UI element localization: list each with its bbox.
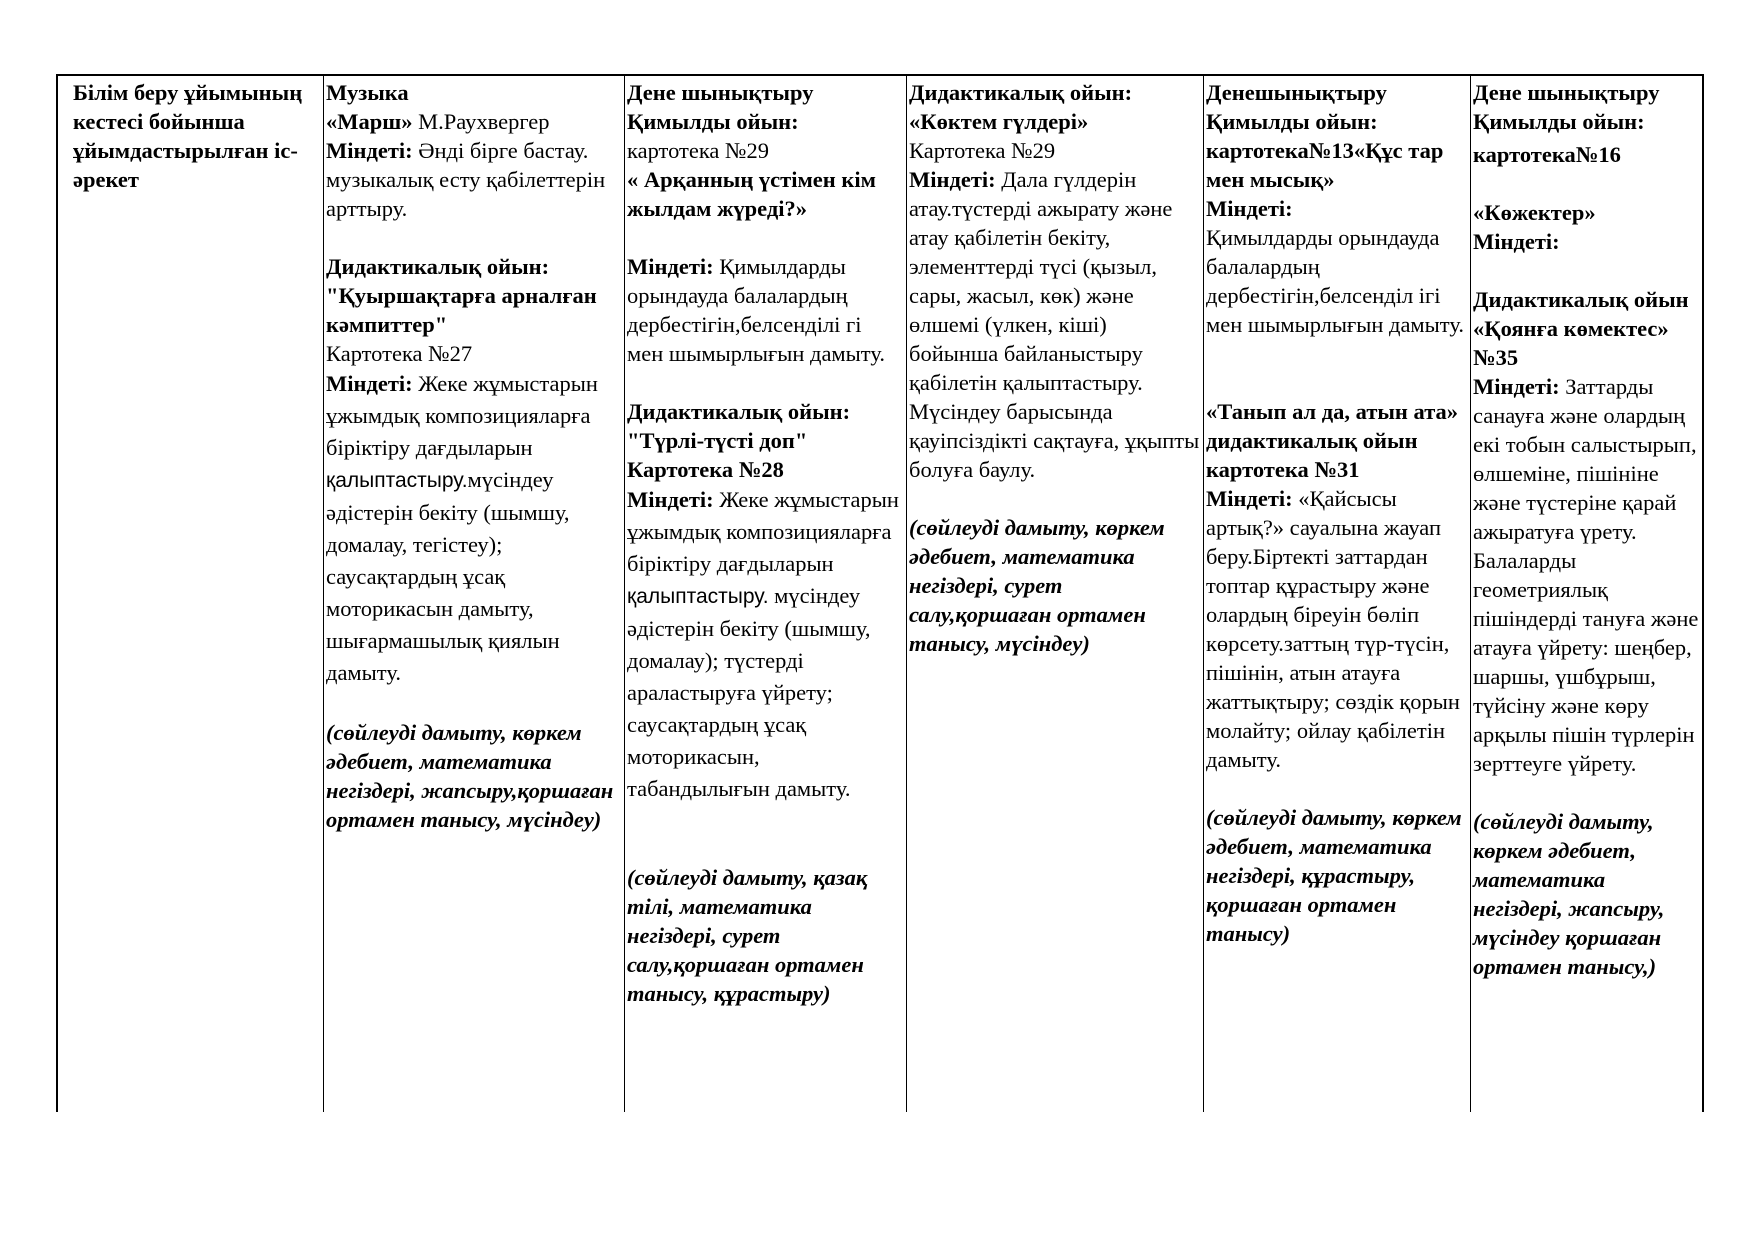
music-label: Музыка bbox=[326, 80, 409, 105]
task-text: Жеке жұмыстарын ұжымдық композицияларға біріктіру дағдыларын bbox=[627, 487, 899, 576]
task-label: Міндеті: bbox=[1206, 196, 1293, 221]
didactic-game-title: «Танып ал да, атын ата» дидактикалық ойын картотека №31 bbox=[1206, 399, 1459, 482]
pe-label: Дене шынықтыру bbox=[1473, 80, 1660, 105]
integration-note: (сөйлеуді дамыту, көркем әдебиет, математика негіздері, құрастыру, қоршаған ортамен танысу) bbox=[1206, 805, 1462, 946]
row-header-title: Білім беру ұйымының кестесі бойынша ұйымдастырылған іс-әрекет bbox=[73, 80, 303, 192]
march-author: М.Раухвергер bbox=[412, 109, 550, 134]
movement-game-label: Қимылды ойын: bbox=[1473, 109, 1645, 134]
task-text: мүсіндеу әдістерін бекіту (шымшу, домалау); түстерді араластыруға үйрету; саусақтардың ұсақ моторикасын, табандылығын дамыту. bbox=[627, 583, 871, 801]
wednesday-cell bbox=[906, 74, 1203, 1112]
integration-note: (сөйлеуді дамыту, көркем әдебиет, математика негіздері, жапсыру,қоршаған ортамен танысу, мүсіндеу) bbox=[326, 720, 614, 832]
march-title: «Марш» bbox=[326, 109, 413, 134]
task-label: Міндеті: bbox=[627, 254, 714, 279]
card-number: Картотека №29 bbox=[909, 138, 1056, 163]
task-label: Міндеті: bbox=[326, 138, 413, 163]
card-number: Картотека №27 bbox=[326, 341, 473, 366]
task-label: Міндеті: bbox=[326, 371, 413, 396]
task-text: Әнді бірге бастау. музыкалық есту қабілеттерін арттыру. bbox=[326, 138, 606, 221]
didactic-game-title: Дидактикалық ойын: "Қуыршақтарға арналған кәмпиттер" bbox=[326, 254, 597, 337]
integration-note: (сөйлеуді дамыту, көркем әдебиет, математика негіздері, сурет салу,қоршаған ортамен танысу, мүсіндеу) bbox=[909, 515, 1165, 656]
task-label: Міндеті: bbox=[1473, 229, 1560, 254]
card-number: картотека №29 bbox=[627, 138, 770, 163]
task-text: мүсіндеу әдістерін бекіту (шымшу, домалау, тегістеу); саусақтардың ұсақ моторикасын дамыту, шығармашылық қиялын дамыту. bbox=[326, 467, 570, 685]
tuesday-cell bbox=[624, 74, 906, 1112]
task-label: Міндеті: bbox=[1473, 374, 1560, 399]
card-number: картотека№16 bbox=[1473, 142, 1621, 167]
integration-note: (сөйлеуді дамыту, көркем әдебиет, математика негіздері, жапсыру, мүсіндеу қоршаған ортамен танысу,) bbox=[1473, 809, 1665, 979]
monday-cell bbox=[323, 74, 624, 1112]
didactic-game-title: Дидактикалық ойын: "Түрлі-түсті доп" Картотека №28 bbox=[627, 399, 851, 482]
task-text: «Қайсысы артық?» сауалына жауап беру.Біртекті заттардан топтар құрастыру және олардың біреуін бөліп көрсету.заттың түр-түсін, пішінін, атын атауға жаттықтыру; сөздік қорын молайту; ойлау қабілетін дамыту. bbox=[1206, 486, 1460, 772]
pe-label: Дене шынықтыру bbox=[627, 80, 814, 105]
game-title: «Көжектер» bbox=[1473, 200, 1596, 225]
pe-game-block: Денешынықтыру Қимылды ойын: картотека№13«Құс тар мен мысық» bbox=[1206, 80, 1444, 192]
task-text: Қимылдарды орындауда балалардың дербестігін,белсенділі гі мен шымырлығын дамыту. bbox=[627, 254, 885, 366]
task-text: Заттарды санауға және олардың екі тобын салыстырып, өлшеміне, пішініне және түстеріне қарай ажыратуға үрету. Балаларды геометриялық пішіндерді тануға және атауға үйрету: шеңбер, шаршы, үшбұрыш, түйсіну және көру арқылы пішін түрлерін зерттеуге үйрету. bbox=[1473, 374, 1699, 776]
task-label: Міндеті: bbox=[627, 487, 714, 512]
task-text: қалыптастыру. bbox=[627, 585, 769, 608]
task-text: Дала гүлдерін атау.түстерді ажырату және атау қабілетін бекіту, элементтерді түсі (қызыл, сары, жасыл, көк) және өлшемі (үлкен, кіші) бойынша байланыстыру қабілетін қалыптастыру. Мүсіндеу барысында қауіпсіздікті сақтауға, ұқыпты болуға баулу. bbox=[909, 167, 1200, 482]
task-text: қалыптастыру. bbox=[326, 469, 468, 492]
thursday-cell bbox=[1203, 74, 1470, 1112]
movement-game-label: Қимылды ойын: bbox=[627, 109, 799, 134]
task-text: Қимылдарды орындауда балалардың дербестігін,белсенділ ігі мен шымырлығын дамыту. bbox=[1206, 225, 1464, 337]
task-text: Жеке жұмыстарын ұжымдық композицияларға біріктіру дағдыларын bbox=[326, 371, 598, 460]
didactic-game-title: Дидактикалық ойын: «Көктем гүлдері» bbox=[909, 80, 1133, 134]
didactic-game-title: Дидактикалық ойын «Қоянға көмектес» №35 bbox=[1473, 287, 1689, 370]
task-label: Міндеті: bbox=[909, 167, 996, 192]
integration-note: (сөйлеуді дамыту, қазақ тілі, математика негіздері, сурет салу,қоршаған ортамен танысу, құрастыру) bbox=[627, 865, 868, 1006]
game-title: « Арқанның үстімен кім жылдам жүреді?» bbox=[627, 167, 876, 221]
task-label: Міндеті: bbox=[1206, 486, 1293, 511]
row-header-cell bbox=[70, 74, 322, 1112]
friday-cell bbox=[1470, 74, 1702, 1112]
